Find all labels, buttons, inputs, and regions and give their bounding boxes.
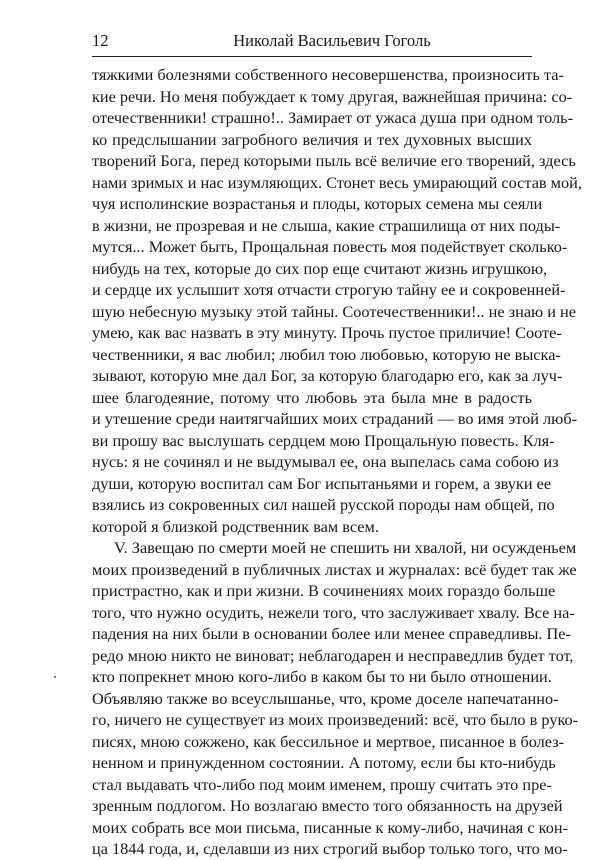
text-line: ца 1844 года, и, сделавши из них строгий выбор только того, что мо- (92, 839, 568, 858)
text-line: и утешение среди наитягчайших моих страданий — во имя этой люб- (92, 409, 578, 428)
text-line: кие речи. Но меня побуждает к тому другая, важнейшая причина: со- (92, 86, 573, 106)
text-line: нибудь на тех, которые до сих пор еще считают жизнь игрушкою, (92, 258, 548, 278)
text-line: души, которую воспитал сам Бог испытаньями и горем, а звуки ее (92, 473, 552, 493)
paragraph (92, 64, 582, 537)
text-line: падения на них были в основании более или менее справедливы. Пе- (92, 624, 571, 643)
text-line: кто попрекнет мною кого-либо в каком бы то ни было отношении. (92, 667, 552, 686)
text-line: писях, мною сожжено, как бессильное и мертвое, писанное в болез- (92, 731, 565, 751)
text-line: редо мною никто не виноват; неблагодарен и несправедлив будет тот, (92, 645, 574, 665)
running-head (92, 30, 532, 54)
text-line: того, что нужно осудить, нежели того, что заслуживает хвалу. Все на- (92, 602, 575, 622)
text-line: моих произведений в публичных листах и журналах: всё будет так же (92, 559, 577, 579)
text-line: шее благодеяние, потому что любовь эта была мне в радость (92, 387, 532, 407)
text-line: нами зримых и нас изумляющих. Стонет весь умирающий состав мой, (92, 172, 582, 192)
text-line: шую небесную музыку этой тайны. Соотечественники!.. не знаю и не (92, 301, 577, 321)
margin-speck (54, 676, 56, 678)
text-line: и сердце их услышит хотя отчасти строгую тайну ее и сокровенней- (92, 280, 566, 299)
text-line: зывают, которую мне дал Бог, за которую благодарю его, как за луч- (92, 366, 563, 385)
text-line: моих собрать все мои письма, писанные к кому-либо, начиная с кон- (92, 817, 568, 837)
text-line: Объявляю также во всеуслышанье, что, кроме доселе напечатанно- (92, 688, 559, 708)
header-rule (92, 56, 532, 57)
text-line: тяжкими болезнями собственного несовершенства, произносить та- (92, 65, 564, 84)
running-title: Николай Васильевич Гоголь (233, 31, 431, 50)
text-line: мутся... Может быть, Прощальная повесть моя подействует сколько- (92, 237, 568, 256)
text-line: ненном и принужденном состоянии. А потому, если бы кто-нибудь (92, 753, 556, 772)
text-line: в жизни, не прозревая и не слыша, какие страшилища от них поды- (92, 215, 561, 235)
text-line: ко предслышании загробного величия и тех духовных высших (92, 129, 532, 149)
text-line: го, ничего не существует из моих произведений: всё, что было в руко- (92, 710, 579, 729)
text-line: умею, как вас назвать в эту минуту. Прочь пустое приличие! Сооте- (92, 323, 562, 342)
body-text (92, 64, 582, 860)
text-line: чественники, я вас любил; любил тою любовью, которую не выска- (92, 344, 561, 364)
page-number: 12 (92, 31, 109, 50)
text-line: нусь: я не сочинял и не выдумывал ее, она выпелась сама собою из (92, 452, 559, 471)
text-line: V. Завещаю по смерти моей не спешить ни хвалой, ни осужденьем (114, 538, 577, 557)
text-line: стал выдавать что-либо под моим именем, прошу считать это пре- (92, 774, 552, 794)
text-line: чуя исполинские возрастанья и плоды, которых семена мы сеяли (92, 194, 543, 213)
paragraph (92, 537, 579, 860)
text-line: отечественники! страшно!.. Замирает от ужаса душа при одном толь- (92, 108, 574, 127)
text-line: ви прошу вас выслушать сердцем мою Прощальную повесть. Кля- (92, 430, 555, 450)
text-line: взялись из сокровенных сил нашей русской породы нам общей, по (92, 495, 555, 514)
text-line: пристрастно, как и при жизни. В сочинениях моих гораздо больше (92, 581, 556, 600)
text-line: зренным подлогом. Но возлагаю вместо того обязанность на друзей (92, 796, 563, 815)
text-line: творений Бога, перед которыми пыль всё величие его творений, здесь (92, 151, 576, 170)
text-line: которой я близкой родственник вам всем. (92, 516, 379, 536)
